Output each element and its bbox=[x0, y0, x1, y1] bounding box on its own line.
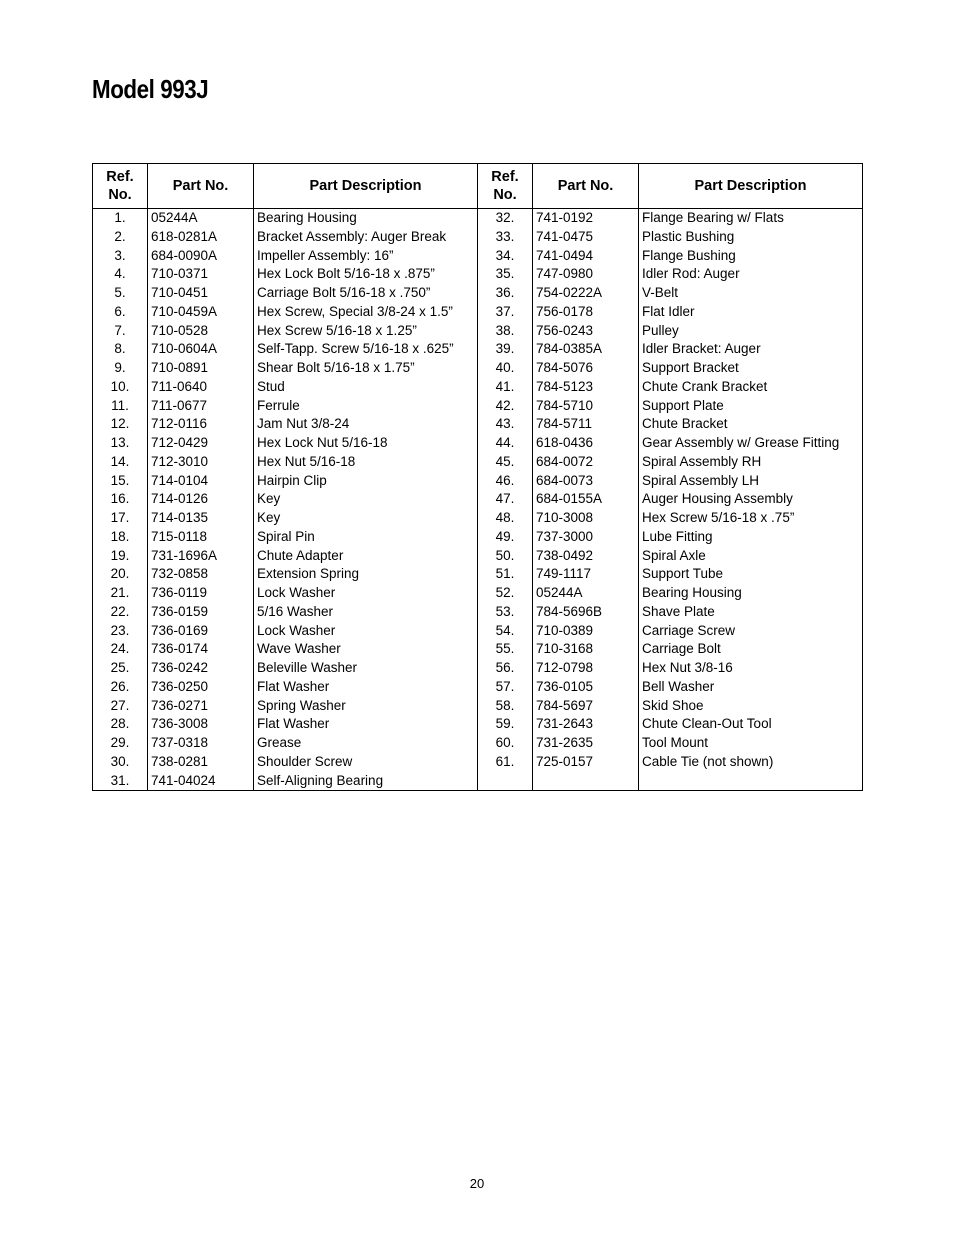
table-row bbox=[93, 378, 863, 397]
ref-no-cell: 11. bbox=[93, 397, 148, 416]
part-description-cell: Stud bbox=[254, 378, 478, 397]
ref-no-cell: 42. bbox=[478, 397, 533, 416]
table-row bbox=[93, 453, 863, 472]
part-description-cell: Plastic Bushing bbox=[639, 228, 863, 247]
table-row bbox=[93, 322, 863, 341]
part-no-cell: 684-0090A bbox=[148, 247, 254, 266]
part-no-cell: 714-0104 bbox=[148, 472, 254, 491]
ref-no-cell: 12. bbox=[93, 415, 148, 434]
part-no-cell: 684-0072 bbox=[533, 453, 639, 472]
ref-no-cell: 40. bbox=[478, 359, 533, 378]
part-no-cell: 736-0174 bbox=[148, 640, 254, 659]
part-description-cell: Self-Tapp. Screw 5/16-18 x .625” bbox=[254, 340, 478, 359]
part-description-cell: Hairpin Clip bbox=[254, 472, 478, 491]
table-row bbox=[93, 434, 863, 453]
part-description-cell: Hex Lock Bolt 5/16-18 x .875” bbox=[254, 265, 478, 284]
ref-no-cell: 23. bbox=[93, 622, 148, 641]
part-description-cell: Spiral Pin bbox=[254, 528, 478, 547]
table-row bbox=[93, 772, 863, 791]
ref-no-cell: 5. bbox=[93, 284, 148, 303]
page-title: Model 993J bbox=[92, 74, 209, 104]
ref-no-cell: 16. bbox=[93, 490, 148, 509]
ref-no-cell: 45. bbox=[478, 453, 533, 472]
ref-no-cell: 21. bbox=[93, 584, 148, 603]
part-no-cell: 736-0105 bbox=[533, 678, 639, 697]
part-description-cell: Flange Bearing w/ Flats bbox=[639, 209, 863, 228]
part-no-cell: 737-0318 bbox=[148, 734, 254, 753]
part-description-cell: Chute Crank Bracket bbox=[639, 378, 863, 397]
ref-no-cell: 6. bbox=[93, 303, 148, 322]
part-description-cell: Gear Assembly w/ Grease Fitting bbox=[639, 434, 863, 453]
part-no-cell bbox=[533, 772, 639, 791]
part-description-cell: Carriage Screw bbox=[639, 622, 863, 641]
part-no-cell: 736-0242 bbox=[148, 659, 254, 678]
ref-no-cell: 28. bbox=[93, 715, 148, 734]
header-ref-no: Ref. No. bbox=[93, 164, 148, 209]
ref-no-cell: 61. bbox=[478, 753, 533, 772]
ref-no-cell: 51. bbox=[478, 565, 533, 584]
part-description-cell: Grease bbox=[254, 734, 478, 753]
part-no-cell: 712-0429 bbox=[148, 434, 254, 453]
part-description-cell: Hex Screw 5/16-18 x 1.25” bbox=[254, 322, 478, 341]
part-no-cell: 741-0494 bbox=[533, 247, 639, 266]
ref-no-cell: 17. bbox=[93, 509, 148, 528]
ref-no-cell: 58. bbox=[478, 697, 533, 716]
part-description-cell: Hex Nut 3/8-16 bbox=[639, 659, 863, 678]
part-no-cell: 710-0451 bbox=[148, 284, 254, 303]
part-description-cell: Self-Aligning Bearing bbox=[254, 772, 478, 791]
table-row bbox=[93, 547, 863, 566]
part-no-cell: 684-0073 bbox=[533, 472, 639, 491]
part-no-cell: 710-0389 bbox=[533, 622, 639, 641]
table-row bbox=[93, 753, 863, 772]
table-row bbox=[93, 340, 863, 359]
part-no-cell: 710-0371 bbox=[148, 265, 254, 284]
table-row bbox=[93, 247, 863, 266]
table-row bbox=[93, 265, 863, 284]
ref-no-cell: 52. bbox=[478, 584, 533, 603]
ref-no-cell: 1. bbox=[93, 209, 148, 228]
ref-no-cell: 35. bbox=[478, 265, 533, 284]
page-number: 20 bbox=[469, 1176, 485, 1191]
part-description-cell: Flat Washer bbox=[254, 678, 478, 697]
header-part-description: Part Description bbox=[639, 164, 863, 209]
part-description-cell: Hex Screw 5/16-18 x .75” bbox=[639, 509, 863, 528]
part-description-cell: Chute Bracket bbox=[639, 415, 863, 434]
part-no-cell: 738-0281 bbox=[148, 753, 254, 772]
part-no-cell: 784-5696B bbox=[533, 603, 639, 622]
part-no-cell: 736-0119 bbox=[148, 584, 254, 603]
part-no-cell: 714-0126 bbox=[148, 490, 254, 509]
part-description-cell: Idler Bracket: Auger bbox=[639, 340, 863, 359]
part-no-cell: 741-0475 bbox=[533, 228, 639, 247]
ref-no-cell: 2. bbox=[93, 228, 148, 247]
part-no-cell: 736-0159 bbox=[148, 603, 254, 622]
part-no-cell: 741-04024 bbox=[148, 772, 254, 791]
ref-no-cell bbox=[478, 772, 533, 791]
table-row bbox=[93, 715, 863, 734]
part-no-cell: 756-0243 bbox=[533, 322, 639, 341]
table-row bbox=[93, 603, 863, 622]
ref-no-cell: 32. bbox=[478, 209, 533, 228]
part-description-cell: Lock Washer bbox=[254, 622, 478, 641]
part-description-cell: V-Belt bbox=[639, 284, 863, 303]
ref-no-cell: 55. bbox=[478, 640, 533, 659]
ref-no-cell: 9. bbox=[93, 359, 148, 378]
part-no-cell: 736-0250 bbox=[148, 678, 254, 697]
table-row bbox=[93, 228, 863, 247]
ref-no-cell: 37. bbox=[478, 303, 533, 322]
ref-no-cell: 8. bbox=[93, 340, 148, 359]
part-description-cell: Carriage Bolt 5/16-18 x .750” bbox=[254, 284, 478, 303]
part-description-cell: Hex Nut 5/16-18 bbox=[254, 453, 478, 472]
part-no-cell: 725-0157 bbox=[533, 753, 639, 772]
part-description-cell: 5/16 Washer bbox=[254, 603, 478, 622]
part-no-cell: 618-0436 bbox=[533, 434, 639, 453]
part-no-cell: 712-3010 bbox=[148, 453, 254, 472]
ref-no-cell: 41. bbox=[478, 378, 533, 397]
part-no-cell: 749-1117 bbox=[533, 565, 639, 584]
table-row bbox=[93, 490, 863, 509]
part-description-cell: Lock Washer bbox=[254, 584, 478, 603]
part-description-cell: Spring Washer bbox=[254, 697, 478, 716]
ref-no-cell: 48. bbox=[478, 509, 533, 528]
ref-no-cell: 25. bbox=[93, 659, 148, 678]
part-no-cell: 736-0271 bbox=[148, 697, 254, 716]
part-description-cell: Chute Adapter bbox=[254, 547, 478, 566]
ref-no-cell: 43. bbox=[478, 415, 533, 434]
table-row bbox=[93, 397, 863, 416]
ref-no-cell: 39. bbox=[478, 340, 533, 359]
table-row bbox=[93, 209, 863, 228]
part-no-cell: 712-0798 bbox=[533, 659, 639, 678]
part-no-cell: 784-5076 bbox=[533, 359, 639, 378]
part-description-cell: Auger Housing Assembly bbox=[639, 490, 863, 509]
ref-no-cell: 33. bbox=[478, 228, 533, 247]
part-description-cell: Spiral Assembly LH bbox=[639, 472, 863, 491]
part-description-cell: Key bbox=[254, 509, 478, 528]
part-no-cell: 710-0459A bbox=[148, 303, 254, 322]
part-no-cell: 784-5123 bbox=[533, 378, 639, 397]
table-row bbox=[93, 472, 863, 491]
part-description-cell: Pulley bbox=[639, 322, 863, 341]
ref-no-cell: 15. bbox=[93, 472, 148, 491]
table-row bbox=[93, 640, 863, 659]
part-no-cell: 711-0677 bbox=[148, 397, 254, 416]
ref-no-cell: 24. bbox=[93, 640, 148, 659]
part-description-cell: Skid Shoe bbox=[639, 697, 863, 716]
table-header-row bbox=[93, 164, 863, 209]
ref-no-cell: 26. bbox=[93, 678, 148, 697]
part-description-cell: Jam Nut 3/8-24 bbox=[254, 415, 478, 434]
part-no-cell: 754-0222A bbox=[533, 284, 639, 303]
part-description-cell: Flat Idler bbox=[639, 303, 863, 322]
part-description-cell: Key bbox=[254, 490, 478, 509]
part-no-cell: 732-0858 bbox=[148, 565, 254, 584]
header-ref-no: Ref. No. bbox=[478, 164, 533, 209]
part-description-cell: Bell Washer bbox=[639, 678, 863, 697]
ref-no-cell: 3. bbox=[93, 247, 148, 266]
header-part-description: Part Description bbox=[254, 164, 478, 209]
table-row bbox=[93, 565, 863, 584]
part-description-cell: Hex Lock Nut 5/16-18 bbox=[254, 434, 478, 453]
part-description-cell: Carriage Bolt bbox=[639, 640, 863, 659]
part-no-cell: 710-3168 bbox=[533, 640, 639, 659]
part-description-cell: Hex Screw, Special 3/8-24 x 1.5” bbox=[254, 303, 478, 322]
header-part-no: Part No. bbox=[148, 164, 254, 209]
ref-no-cell: 57. bbox=[478, 678, 533, 697]
ref-no-cell: 13. bbox=[93, 434, 148, 453]
part-no-cell: 784-5697 bbox=[533, 697, 639, 716]
ref-no-cell: 60. bbox=[478, 734, 533, 753]
ref-no-cell: 14. bbox=[93, 453, 148, 472]
part-no-cell: 711-0640 bbox=[148, 378, 254, 397]
part-no-cell: 618-0281A bbox=[148, 228, 254, 247]
table-row bbox=[93, 659, 863, 678]
ref-no-cell: 18. bbox=[93, 528, 148, 547]
table-row bbox=[93, 678, 863, 697]
part-no-cell: 731-1696A bbox=[148, 547, 254, 566]
table-row bbox=[93, 584, 863, 603]
part-description-cell: Bearing Housing bbox=[254, 209, 478, 228]
part-description-cell: Idler Rod: Auger bbox=[639, 265, 863, 284]
part-no-cell: 784-5711 bbox=[533, 415, 639, 434]
part-description-cell: Tool Mount bbox=[639, 734, 863, 753]
part-description-cell: Spiral Assembly RH bbox=[639, 453, 863, 472]
ref-no-cell: 44. bbox=[478, 434, 533, 453]
part-no-cell: 736-3008 bbox=[148, 715, 254, 734]
part-description-cell: Shear Bolt 5/16-18 x 1.75” bbox=[254, 359, 478, 378]
part-description-cell: Beleville Washer bbox=[254, 659, 478, 678]
part-no-cell: 756-0178 bbox=[533, 303, 639, 322]
header-part-no: Part No. bbox=[533, 164, 639, 209]
part-description-cell: Chute Clean-Out Tool bbox=[639, 715, 863, 734]
part-no-cell: 710-0891 bbox=[148, 359, 254, 378]
part-description-cell: Impeller Assembly: 16” bbox=[254, 247, 478, 266]
part-no-cell: 712-0116 bbox=[148, 415, 254, 434]
ref-no-cell: 34. bbox=[478, 247, 533, 266]
ref-no-cell: 50. bbox=[478, 547, 533, 566]
ref-no-cell: 20. bbox=[93, 565, 148, 584]
part-no-cell: 714-0135 bbox=[148, 509, 254, 528]
part-description-cell bbox=[639, 772, 863, 791]
table-row bbox=[93, 734, 863, 753]
part-description-cell: Shave Plate bbox=[639, 603, 863, 622]
part-description-cell: Bearing Housing bbox=[639, 584, 863, 603]
part-no-cell: 05244A bbox=[533, 584, 639, 603]
ref-no-cell: 56. bbox=[478, 659, 533, 678]
part-no-cell: 747-0980 bbox=[533, 265, 639, 284]
part-no-cell: 715-0118 bbox=[148, 528, 254, 547]
table-row bbox=[93, 622, 863, 641]
table-row bbox=[93, 509, 863, 528]
part-no-cell: 731-2643 bbox=[533, 715, 639, 734]
part-description-cell: Lube Fitting bbox=[639, 528, 863, 547]
part-no-cell: 736-0169 bbox=[148, 622, 254, 641]
ref-no-cell: 47. bbox=[478, 490, 533, 509]
part-no-cell: 05244A bbox=[148, 209, 254, 228]
ref-no-cell: 31. bbox=[93, 772, 148, 791]
part-no-cell: 731-2635 bbox=[533, 734, 639, 753]
ref-no-cell: 38. bbox=[478, 322, 533, 341]
part-description-cell: Spiral Axle bbox=[639, 547, 863, 566]
part-no-cell: 710-0528 bbox=[148, 322, 254, 341]
part-no-cell: 710-3008 bbox=[533, 509, 639, 528]
part-description-cell: Bracket Assembly: Auger Break bbox=[254, 228, 478, 247]
part-description-cell: Support Bracket bbox=[639, 359, 863, 378]
table-row bbox=[93, 359, 863, 378]
table-row bbox=[93, 528, 863, 547]
ref-no-cell: 36. bbox=[478, 284, 533, 303]
ref-no-cell: 30. bbox=[93, 753, 148, 772]
part-no-cell: 784-0385A bbox=[533, 340, 639, 359]
part-no-cell: 737-3000 bbox=[533, 528, 639, 547]
ref-no-cell: 7. bbox=[93, 322, 148, 341]
part-no-cell: 784-5710 bbox=[533, 397, 639, 416]
table-row bbox=[93, 415, 863, 434]
part-no-cell: 741-0192 bbox=[533, 209, 639, 228]
part-no-cell: 738-0492 bbox=[533, 547, 639, 566]
part-description-cell: Flange Bushing bbox=[639, 247, 863, 266]
part-description-cell: Cable Tie (not shown) bbox=[639, 753, 863, 772]
ref-no-cell: 22. bbox=[93, 603, 148, 622]
ref-no-cell: 53. bbox=[478, 603, 533, 622]
table-row bbox=[93, 284, 863, 303]
part-description-cell: Wave Washer bbox=[254, 640, 478, 659]
ref-no-cell: 54. bbox=[478, 622, 533, 641]
ref-no-cell: 29. bbox=[93, 734, 148, 753]
part-description-cell: Support Plate bbox=[639, 397, 863, 416]
part-description-cell: Support Tube bbox=[639, 565, 863, 584]
ref-no-cell: 59. bbox=[478, 715, 533, 734]
part-description-cell: Shoulder Screw bbox=[254, 753, 478, 772]
ref-no-cell: 49. bbox=[478, 528, 533, 547]
part-no-cell: 710-0604A bbox=[148, 340, 254, 359]
table-row bbox=[93, 303, 863, 322]
ref-no-cell: 4. bbox=[93, 265, 148, 284]
ref-no-cell: 10. bbox=[93, 378, 148, 397]
part-description-cell: Extension Spring bbox=[254, 565, 478, 584]
ref-no-cell: 27. bbox=[93, 697, 148, 716]
ref-no-cell: 46. bbox=[478, 472, 533, 491]
part-no-cell: 684-0155A bbox=[533, 490, 639, 509]
part-description-cell: Ferrule bbox=[254, 397, 478, 416]
ref-no-cell: 19. bbox=[93, 547, 148, 566]
parts-list-table bbox=[92, 163, 863, 791]
part-description-cell: Flat Washer bbox=[254, 715, 478, 734]
table-row bbox=[93, 697, 863, 716]
